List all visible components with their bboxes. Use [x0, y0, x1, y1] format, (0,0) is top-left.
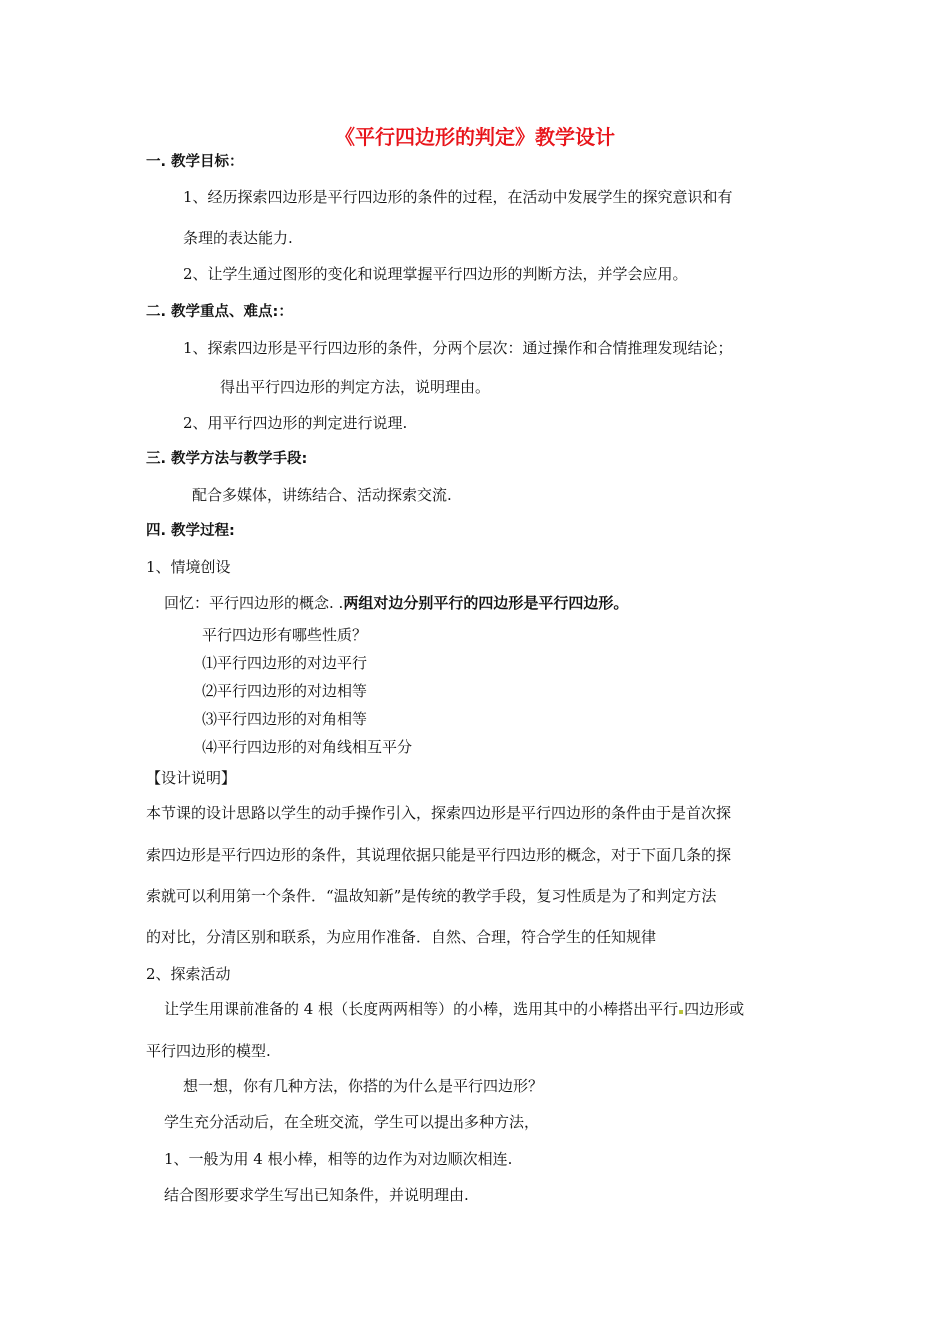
after-activity: 学生充分活动后，在全班交流，学生可以提出多种方法， [164, 1113, 540, 1131]
design-note-line-3: 索就可以利用第一个条件．“温故知新”是传统的教学手段，复习性质是为了和判定方法 [146, 887, 717, 905]
step-2-heading: 2、探索活动 [146, 965, 231, 983]
activity-line-1-start: 让学生用课前准备的 4 根（长度两两相等）的小棒，选用其中的小棒搭出平行 [164, 1000, 679, 1018]
methods-text: 配合多媒体，讲练结合、活动探索交流. [192, 486, 452, 504]
document-title: 《平行四边形的判定》教学设计 [335, 125, 615, 149]
review-definition: 两组对边分别平行的四边形是平行四边形。 [343, 594, 629, 612]
objective-1-line2: 条理的表达能力. [183, 229, 293, 247]
review-prefix: 回忆：平行四边形的概念. . [164, 594, 344, 612]
review-line [164, 593, 628, 613]
activity-line-1-end: 四边形或 [684, 1000, 745, 1018]
key-point-1-line1: 1、探索四边形是平行四边形的条件，分两个层次：通过操作和合情推理发现结论； [183, 339, 733, 357]
section-heading-objectives: 一. 教学目标： [146, 154, 244, 170]
objective-1-line1: 1、经历探索四边形是平行四边形的条件的过程，在活动中发展学生的探究意识和有 [183, 188, 733, 206]
design-note-line-2: 索四边形是平行四边形的条件，其说理依据只能是平行四边形的概念，对于下面几条的探 [146, 846, 732, 864]
design-note-line-4: 的对比，分清区别和联系，为应用作准备．自然、合理，符合学生的任知规律 [146, 928, 657, 946]
design-note-label: 【设计说明】 [146, 769, 237, 787]
design-note-line-1: 本节课的设计思路以学生的动手操作引入，探索四边形是平行四边形的条件由于是首次探 [146, 804, 732, 822]
property-item-2: ⑵平行四边形的对边相等 [202, 682, 368, 700]
key-point-2: 2、用平行四边形的判定进行说理. [183, 414, 408, 432]
objective-2: 2、让学生通过图形的变化和说理掌握平行四边形的判断方法，并学会应用。 [183, 265, 688, 283]
activity-line-1 [164, 999, 744, 1019]
combine-figure: 结合图形要求学生写出已知条件，并说明理由. [164, 1186, 469, 1204]
highlight-mark [679, 1010, 683, 1014]
properties-question: 平行四边形有哪些性质？ [202, 626, 368, 644]
think-question: 想一想，你有几种方法，你搭的为什么是平行四边形？ [183, 1077, 544, 1095]
section-heading-key-points: 二. 教学重点、难点:： [146, 304, 293, 320]
property-item-4: ⑷平行四边形的对角线相互平分 [202, 738, 413, 756]
section-heading-methods: 三. 教学方法与教学手段: [146, 451, 308, 467]
property-item-3: ⑶平行四边形的对角相等 [202, 710, 368, 728]
property-item-1: ⑴平行四边形的对边平行 [202, 654, 368, 672]
activity-line-2: 平行四边形的模型. [146, 1042, 271, 1060]
key-point-1-line2: 得出平行四边形的判定方法，说明理由。 [220, 378, 491, 396]
method-1: 1、一般为用 4 根小棒，相等的边作为对边顺次相连. [164, 1150, 513, 1168]
step-1-heading: 1、情境创设 [146, 558, 231, 576]
section-heading-process: 四. 教学过程: [146, 523, 235, 539]
